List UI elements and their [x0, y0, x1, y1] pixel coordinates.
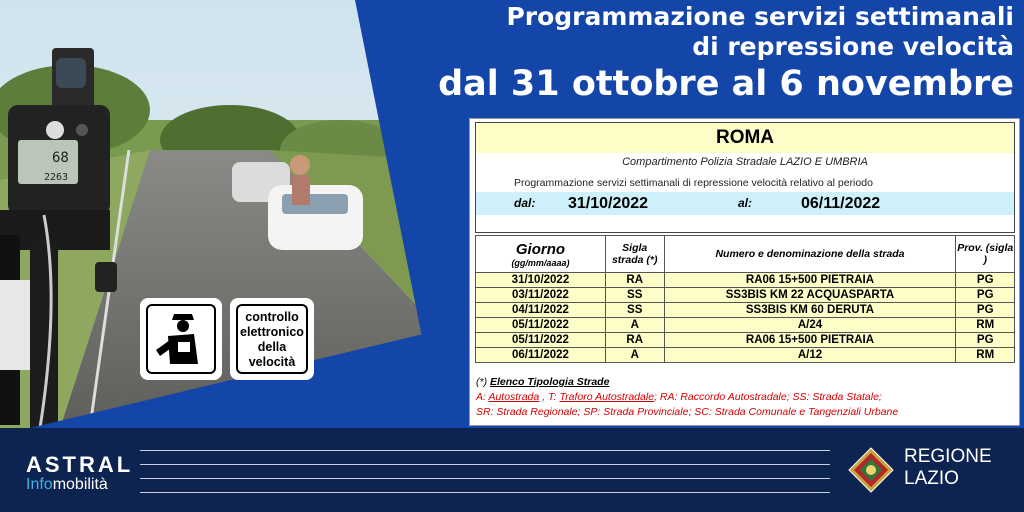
table-row: 31/10/2022 RA RA06 15+500 PIETRAIA PG [476, 273, 1015, 288]
schedule-table [475, 235, 1015, 363]
headline-line2: di repressione velocità [692, 32, 1014, 61]
divider [140, 492, 830, 493]
table-row: 05/11/2022 RA RA06 15+500 PIETRAIA PG [476, 333, 1015, 348]
schedule-table-wrap [475, 235, 1015, 363]
divider [140, 450, 830, 451]
to-label: al: [738, 196, 753, 210]
headline-line1: Programmazione servizi settimanali [506, 2, 1014, 31]
table-row: 06/11/2022 A A/12 RM [476, 348, 1015, 363]
regione-lazio-emblem-icon [848, 447, 894, 493]
police-officer-icon [148, 306, 214, 372]
to-date: 06/11/2022 [801, 195, 881, 212]
legend-title: Elenco Tipologia Strade [490, 376, 610, 388]
panel-header [475, 122, 1015, 233]
table-row: 05/11/2022 A A/24 RM [476, 318, 1015, 333]
police-officer-sign [140, 298, 222, 380]
from-label: dal: [514, 196, 536, 210]
headline-date-range: dal 31 ottobre al 6 novembre [438, 64, 1014, 104]
city-title: ROMA [476, 123, 1014, 153]
col-strada: Numero e denominazione della strada [664, 236, 956, 273]
schedule-panel [469, 118, 1020, 426]
road-type-legend: (*) Elenco Tipologia Strade A: Autostrada , T: Traforo Autostradale; RA: Raccordo Autostradale; SS: Strada Statale; SR: Strada Regionale; SP: Strada Provinciale; SC: Strada Comunale e Tangenziali Urbane [476, 376, 899, 418]
col-sigla: Sigla strada (*) [605, 236, 664, 273]
speed-readout: 68 [52, 150, 69, 166]
col-prov: Prov. (sigla ) [956, 236, 1015, 273]
program-line: Programmazione servizi settimanali di repressione velocità relativo al periodo [476, 172, 1014, 192]
table-row: 04/11/2022 SS SS3BIS KM 60 DERUTA PG [476, 303, 1015, 318]
from-date: 31/10/2022 [568, 195, 649, 212]
electronic-speed-control-sign [230, 298, 314, 380]
headline [438, 0, 1014, 106]
divider [140, 478, 830, 479]
regione-lazio-logo: REGIONE LAZIO [904, 446, 992, 489]
table-row: 03/11/2022 SS SS3BIS KM 22 ACQUASPARTA PG [476, 288, 1015, 303]
divider [140, 464, 830, 465]
astral-logo: ASTRAL Infomobilità [26, 452, 134, 493]
col-giorno: Giorno (gg/mm/aaaa) [476, 236, 606, 273]
reading-readout: 2263 [44, 172, 69, 183]
footer [0, 428, 1024, 512]
sign-text: controllo elettronico della velocità [236, 304, 308, 374]
legend-line2: SR: Strada Regionale; SP: Strada Provinciale; SC: Strada Comunale e Tangenziali Urbane [476, 406, 899, 418]
department: Compartimento Polizia Stradale LAZIO E UMBRIA [476, 153, 1014, 172]
period-dates [476, 192, 1014, 215]
